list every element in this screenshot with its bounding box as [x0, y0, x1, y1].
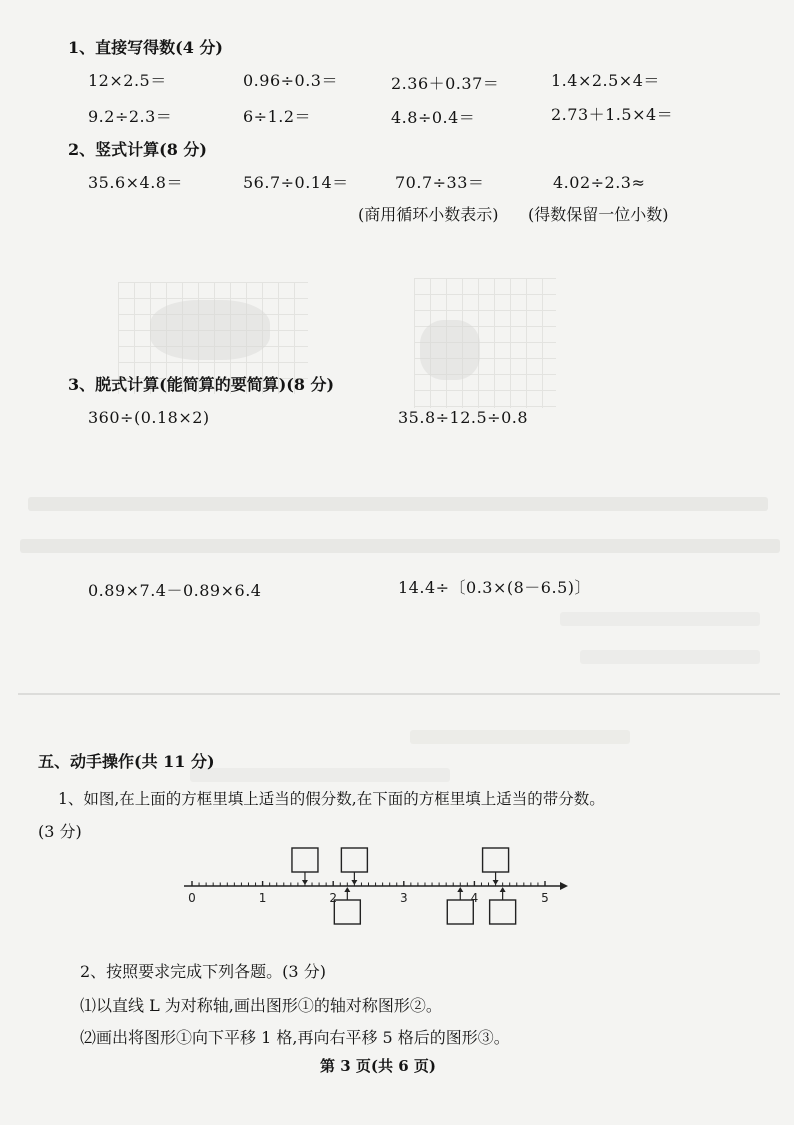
problem: 1.4×2.5×4＝	[551, 71, 660, 90]
problem: 2.36＋0.37＝	[391, 74, 500, 93]
question-title: 2、按照要求完成下列各题。(3 分)	[80, 962, 326, 981]
pointer-arrow	[493, 880, 499, 885]
pointer-arrow	[351, 880, 357, 885]
problem: 12×2.5＝	[88, 71, 167, 90]
problem: 35.6×4.8＝	[88, 173, 183, 192]
problem: 2.73＋1.5×4＝	[551, 105, 674, 124]
section-title-hands-on: 五、动手操作(共 11 分)	[38, 752, 215, 771]
answer-box-improper-fraction	[483, 848, 509, 872]
tick-label: 2	[329, 891, 338, 905]
instruction-note: (得数保留一位小数)	[528, 205, 669, 224]
problem: 56.7÷0.14＝	[243, 173, 349, 192]
problem: 4.02÷2.3≈	[553, 173, 646, 192]
section-title-stepwise-calc: 3、脱式计算(能简算的要简算)(8 分)	[68, 375, 335, 394]
instruction-note: (商用循环小数表示)	[358, 205, 499, 224]
problem: 4.8÷0.4＝	[391, 108, 476, 127]
problem: 6÷1.2＝	[243, 107, 312, 126]
problem: 35.8÷12.5÷0.8	[398, 408, 529, 427]
problem: 70.7÷33＝	[395, 173, 485, 192]
tick-label: 5	[541, 891, 549, 905]
question-score: (3 分)	[38, 822, 82, 841]
question-item: ⑴以直线 L 为对称轴,画出图形①的轴对称图形②。	[80, 996, 442, 1015]
answer-box-improper-fraction	[292, 848, 318, 872]
tick-label: 0	[188, 891, 196, 905]
problem: 0.89×7.4－0.89×6.4	[88, 581, 262, 600]
answer-box-mixed-number	[334, 900, 360, 924]
problem: 360÷(0.18×2)	[88, 408, 210, 427]
answer-box-mixed-number	[447, 900, 473, 924]
pointer-arrow	[457, 887, 463, 892]
question-text: 1、如图,在上面的方框里填上适当的假分数,在下面的方框里填上适当的带分数。	[58, 790, 605, 808]
problem: 0.96÷0.3＝	[243, 71, 338, 90]
answer-box-improper-fraction	[341, 848, 367, 872]
tick-label: 3	[399, 891, 408, 905]
pointer-arrow	[500, 887, 506, 892]
problem: 14.4÷〔0.3×(8－6.5)〕	[398, 578, 591, 597]
section-title-mental-math: 1、直接写得数(4 分)	[68, 38, 223, 57]
number-line-arrow	[560, 882, 568, 890]
question-item: ⑵画出将图形①向下平移 1 格,再向右平移 5 格后的图形③。	[80, 1028, 510, 1047]
tick-label: 1	[258, 891, 267, 905]
page-footer: 第 3 页(共 6 页)	[320, 1057, 436, 1075]
pointer-arrow	[302, 880, 308, 885]
answer-box-mixed-number	[490, 900, 516, 924]
tick-label: 4	[470, 891, 479, 905]
section-title-vertical-calc: 2、竖式计算(8 分)	[68, 140, 207, 159]
pointer-arrow	[344, 887, 350, 892]
problem: 9.2÷2.3＝	[88, 107, 173, 126]
